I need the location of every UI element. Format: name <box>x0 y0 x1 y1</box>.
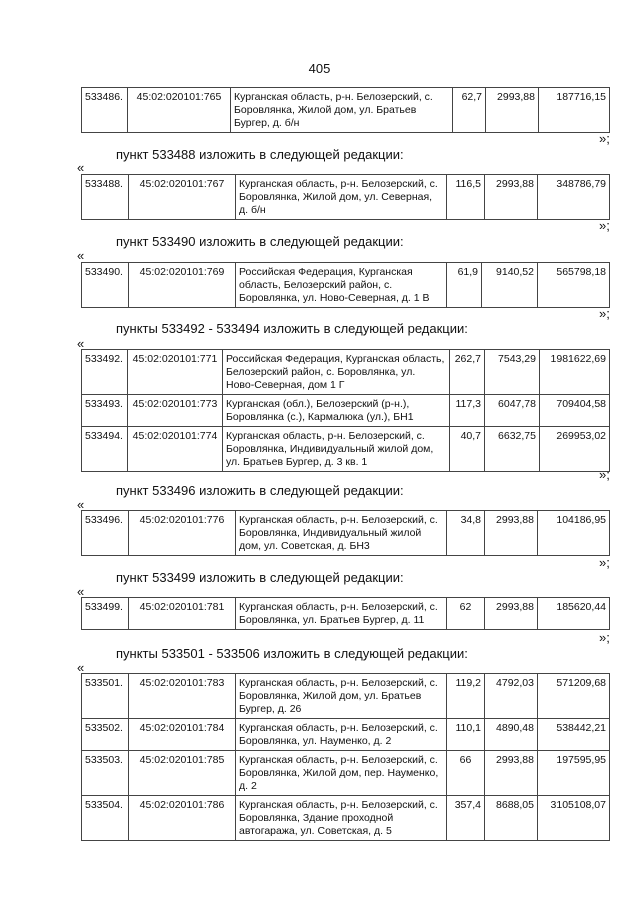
opening-quote: « <box>77 336 85 351</box>
address: Курганская область, р-н. Белозерский, с. Боровлянка, ул. Братьев Бургер, д. 11 <box>236 598 447 630</box>
cadastral-number: 45:02:020101:786 <box>129 796 236 841</box>
address: Курганская область, р-н. Белозерский, с. Боровлянка, Жилой дом, ул. Северная, д. б/н <box>236 175 447 220</box>
row-number: 533503. <box>82 751 129 796</box>
area: 110,1 <box>447 719 485 751</box>
opening-quote: « <box>77 160 85 175</box>
closing-quote: »; <box>599 306 610 321</box>
cadastral-number: 45:02:020101:767 <box>129 175 236 220</box>
cadastral-number: 45:02:020101:783 <box>129 674 236 719</box>
section-heading: пункт 533488 изложить в следующей редакции: <box>116 147 404 162</box>
row-number: 533490. <box>82 263 129 308</box>
address: Курганская область, р-н. Белозерский, с. Боровлянка, Индивидуальный жилой дом, ул. Братьев Бургер, д. 3 кв. 1 <box>223 427 450 472</box>
area: 62,7 <box>453 88 486 133</box>
opening-quote: « <box>77 497 85 512</box>
table-row <box>82 350 610 395</box>
address: Российская Федерация, Курганская область, Белозерский район, с. Боровлянка, ул. Ново-Северная, д. 1 В <box>236 263 447 308</box>
table-row <box>82 88 610 133</box>
value: 709404,58 <box>540 395 610 427</box>
value: 3105108,07 <box>538 796 610 841</box>
table-row <box>82 395 610 427</box>
value: 571209,68 <box>538 674 610 719</box>
row-number: 533488. <box>82 175 129 220</box>
section-heading: пункт 533496 изложить в следующей редакции: <box>116 483 404 498</box>
address: Курганская область, р-н. Белозерский, с. Боровлянка, Индивидуальный жилой дом, ул. Советская, д. БН3 <box>236 511 447 556</box>
cadastral-number: 45:02:020101:774 <box>128 427 223 472</box>
table-row <box>82 674 610 719</box>
cadastral-number: 45:02:020101:776 <box>129 511 236 556</box>
opening-quote: « <box>77 584 85 599</box>
rate: 2993,88 <box>485 175 538 220</box>
section-heading: пункты 533492 - 533494 изложить в следующей редакции: <box>116 321 468 336</box>
page-number: 405 <box>308 61 331 76</box>
value: 185620,44 <box>538 598 610 630</box>
table-row <box>82 263 610 308</box>
row-number: 533492. <box>82 350 128 395</box>
address: Курганская область, р-н. Белозерский, с. Боровлянка, Жилой дом, ул. Братьев Бургер, д. 26 <box>236 674 447 719</box>
value: 348786,79 <box>538 175 610 220</box>
table-row <box>82 719 610 751</box>
data-table <box>81 349 610 472</box>
row-number: 533486. <box>82 88 128 133</box>
table-row <box>82 511 610 556</box>
table-row <box>82 598 610 630</box>
area: 34,8 <box>447 511 485 556</box>
data-table <box>81 174 610 220</box>
address: Курганская область, р-н. Белозерский, с. Боровлянка, ул. Науменко, д. 2 <box>236 719 447 751</box>
opening-quote: « <box>77 248 85 263</box>
section-heading: пункт 533490 изложить в следующей редакции: <box>116 234 404 249</box>
value: 538442,21 <box>538 719 610 751</box>
closing-quote: »; <box>599 218 610 233</box>
cadastral-number: 45:02:020101:769 <box>129 263 236 308</box>
value: 187716,15 <box>539 88 610 133</box>
row-number: 533496. <box>82 511 129 556</box>
row-number: 533499. <box>82 598 129 630</box>
row-number: 533501. <box>82 674 129 719</box>
address: Курганская (обл.), Белозерский (р-н.), Боровлянка (с.), Кармалюка (ул.), БН1 <box>223 395 450 427</box>
row-number: 533504. <box>82 796 129 841</box>
cadastral-number: 45:02:020101:773 <box>128 395 223 427</box>
section-heading: пункты 533501 - 533506 изложить в следующей редакции: <box>116 646 468 661</box>
rate: 2993,88 <box>485 751 538 796</box>
closing-quote: »; <box>599 555 610 570</box>
data-table <box>81 87 610 133</box>
table-row <box>82 796 610 841</box>
value: 269953,02 <box>540 427 610 472</box>
rate: 2993,88 <box>485 598 538 630</box>
closing-quote: »; <box>599 467 610 482</box>
area: 262,7 <box>450 350 485 395</box>
address: Российская Федерация, Курганская область, Белозерский район, с. Боровлянка, ул. Ново-Северная, дом 1 Г <box>223 350 450 395</box>
table-row <box>82 427 610 472</box>
cadastral-number: 45:02:020101:781 <box>129 598 236 630</box>
cadastral-number: 45:02:020101:784 <box>129 719 236 751</box>
rate: 4890,48 <box>485 719 538 751</box>
table-row <box>82 751 610 796</box>
rate: 2993,88 <box>485 511 538 556</box>
value: 197595,95 <box>538 751 610 796</box>
area: 66 <box>447 751 485 796</box>
address: Курганская область, р-н. Белозерский, с. Боровлянка, Здание проходной автогаража, ул. Советская, д. 5 <box>236 796 447 841</box>
rate: 2993,88 <box>486 88 539 133</box>
data-table <box>81 673 610 841</box>
closing-quote: »; <box>599 630 610 645</box>
value: 565798,18 <box>538 263 610 308</box>
table-row <box>82 175 610 220</box>
data-table <box>81 597 610 630</box>
data-table <box>81 510 610 556</box>
data-table <box>81 262 610 308</box>
rate: 8688,05 <box>485 796 538 841</box>
cadastral-number: 45:02:020101:765 <box>128 88 231 133</box>
rate: 6047,78 <box>485 395 540 427</box>
closing-quote: »; <box>599 131 610 146</box>
cadastral-number: 45:02:020101:771 <box>128 350 223 395</box>
area: 62 <box>447 598 485 630</box>
rate: 9140,52 <box>482 263 538 308</box>
rate: 4792,03 <box>485 674 538 719</box>
area: 119,2 <box>447 674 485 719</box>
opening-quote: « <box>77 660 85 675</box>
rate: 7543,29 <box>485 350 540 395</box>
row-number: 533502. <box>82 719 129 751</box>
area: 117,3 <box>450 395 485 427</box>
address: Курганская область, р-н. Белозерский, с. Боровлянка, Жилой дом, ул. Братьев Бургер, д. б/н <box>231 88 453 133</box>
value: 104186,95 <box>538 511 610 556</box>
value: 1981622,69 <box>540 350 610 395</box>
section-heading: пункт 533499 изложить в следующей редакции: <box>116 570 404 585</box>
rate: 6632,75 <box>485 427 540 472</box>
area: 357,4 <box>447 796 485 841</box>
cadastral-number: 45:02:020101:785 <box>129 751 236 796</box>
row-number: 533494. <box>82 427 128 472</box>
area: 61,9 <box>447 263 482 308</box>
row-number: 533493. <box>82 395 128 427</box>
area: 116,5 <box>447 175 485 220</box>
address: Курганская область, р-н. Белозерский, с. Боровлянка, Жилой дом, пер. Науменко, д. 2 <box>236 751 447 796</box>
area: 40,7 <box>450 427 485 472</box>
